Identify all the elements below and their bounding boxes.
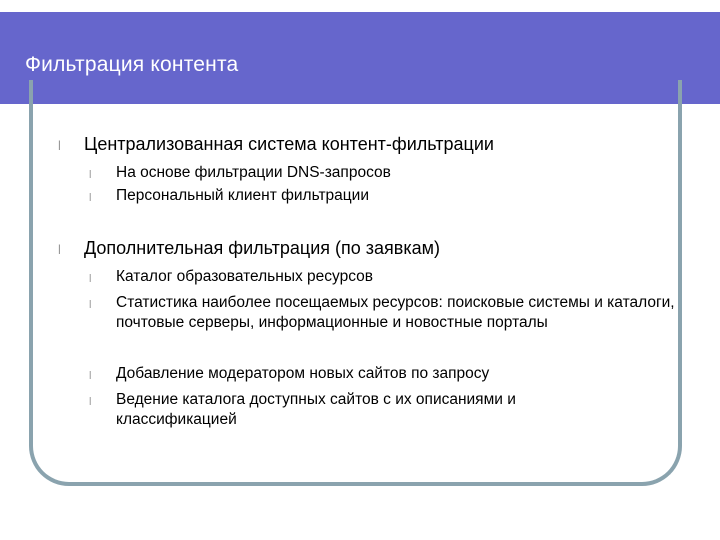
list-item-text: Ведение каталога доступных сайтов с их описаниями и классификацией xyxy=(116,391,516,428)
slide-title: Фильтрация контента xyxy=(25,53,239,76)
list-item-text: Статистика наиболее посещаемых ресурсов: поисковые системы и каталоги, почтовые серверы, информационные и новостные порталы xyxy=(116,294,675,331)
title-banner-edge xyxy=(682,12,720,104)
list-item xyxy=(89,267,373,287)
bullet-icon: l xyxy=(89,273,92,285)
section-heading-text: Централизованная система контент-фильтрации xyxy=(84,134,494,154)
bullet-icon: l xyxy=(58,138,61,153)
bullet-icon: l xyxy=(89,396,92,408)
bullet-icon: l xyxy=(89,169,92,181)
bullet-icon: l xyxy=(58,242,61,257)
list-item xyxy=(89,163,391,183)
list-item xyxy=(89,390,616,430)
bullet-icon: l xyxy=(89,299,92,311)
list-item xyxy=(89,186,369,206)
section-heading-2 xyxy=(58,238,440,259)
bullet-icon: l xyxy=(89,192,92,204)
section-heading-1 xyxy=(58,134,494,155)
bullet-icon: l xyxy=(89,370,92,382)
list-item xyxy=(89,293,676,333)
list-item-text: Каталог образовательных ресурсов xyxy=(116,268,373,285)
list-item-text: Персональный клиент фильтрации xyxy=(116,187,369,204)
section-heading-text: Дополнительная фильтрация (по заявкам) xyxy=(84,238,440,258)
list-item-text: Добавление модератором новых сайтов по запросу xyxy=(116,365,490,382)
list-item-text: На основе фильтрации DNS-запросов xyxy=(116,164,391,181)
list-item xyxy=(89,364,490,384)
